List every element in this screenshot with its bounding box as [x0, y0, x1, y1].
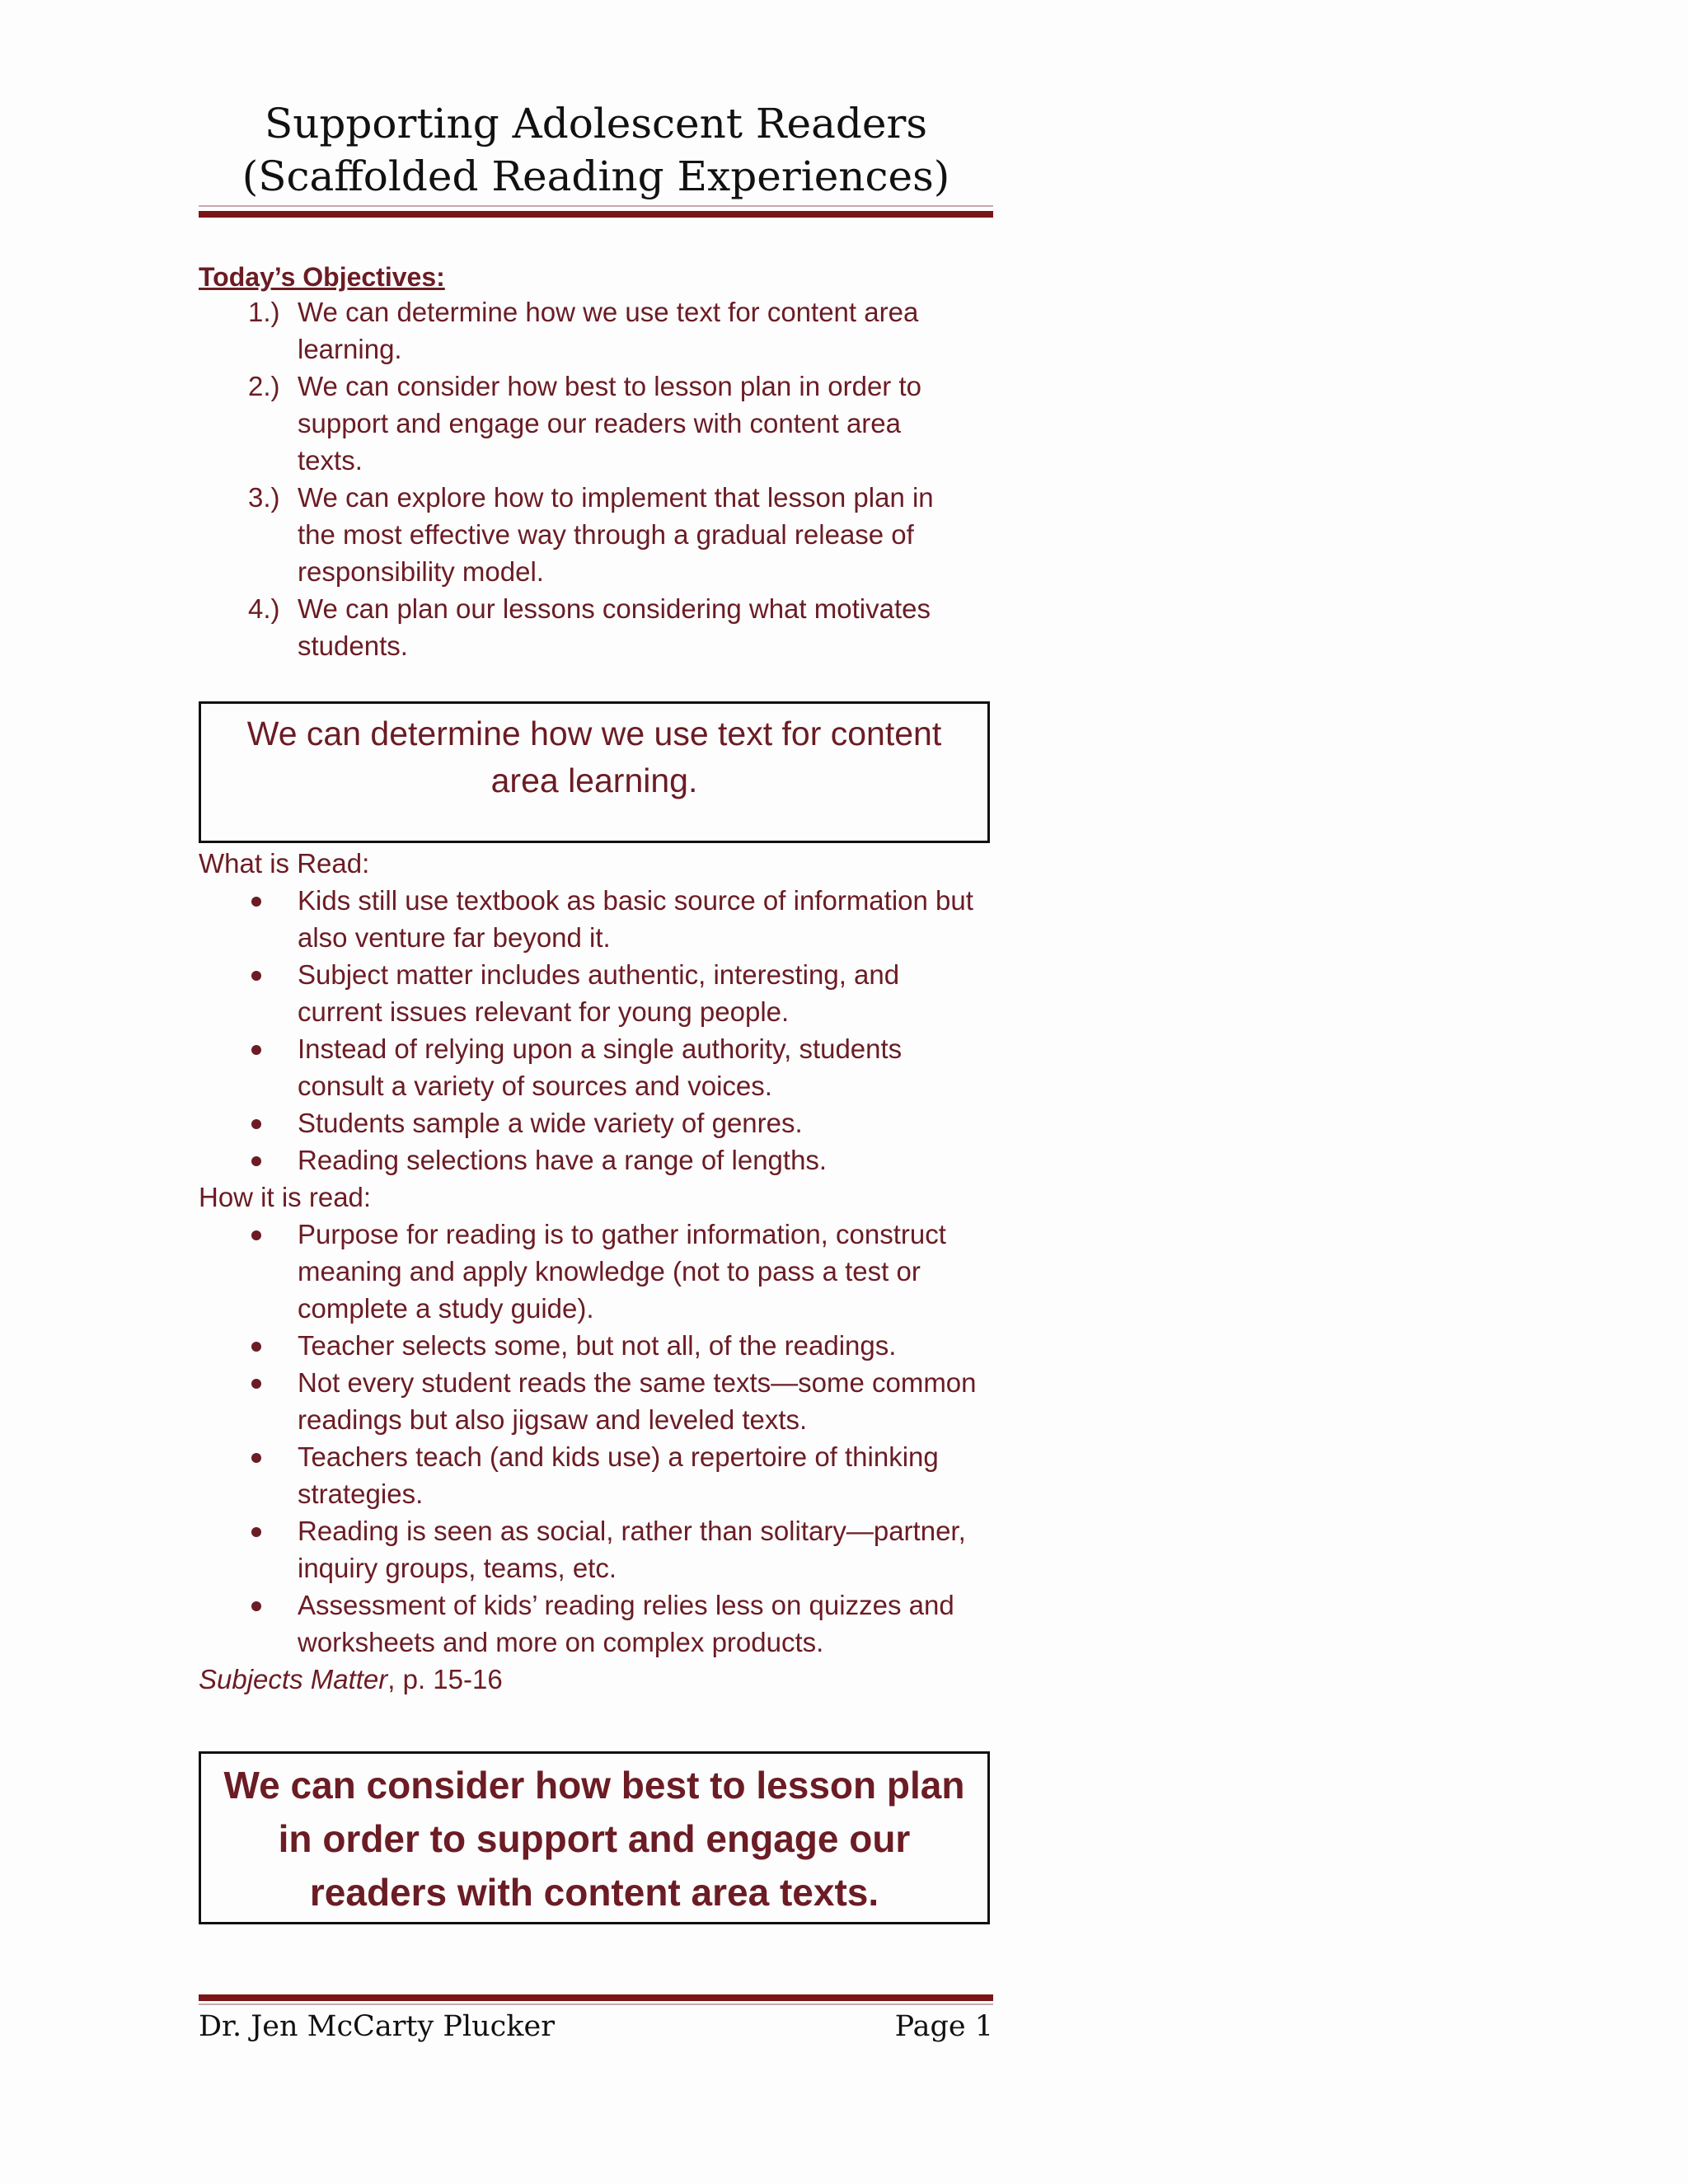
objective-text: We can consider how best to lesson plan in order to support and engage our readers with content area texts.	[298, 371, 921, 476]
list-item	[199, 1104, 1006, 1141]
objective-item	[199, 479, 965, 590]
what-is-read-section	[199, 845, 1006, 1698]
list-item-text: Not every student reads the same texts—some common readings but also jigsaw and leveled texts.	[298, 1367, 977, 1435]
bullet-icon	[251, 1230, 261, 1240]
bullet-icon	[251, 1379, 261, 1389]
list-item-text: Teachers teach (and kids use) a repertoire of thinking strategies.	[298, 1441, 939, 1509]
title-line-1: Supporting Adolescent Readers	[264, 100, 928, 148]
bullet-icon	[251, 1045, 261, 1055]
objective-item	[199, 293, 924, 368]
bullet-icon	[251, 897, 261, 907]
footer-author: Dr. Jen McCarty Plucker	[199, 2010, 555, 2043]
citation-title: Subjects Matter	[199, 1664, 388, 1694]
callout-line: We can consider how best to lesson plan	[223, 1764, 965, 1807]
objective-text: We can explore how to implement that lesson plan in the most effective way through a gradual release of responsibility model.	[298, 482, 934, 587]
list-item	[199, 1438, 982, 1512]
objective-number: 3.)	[248, 482, 280, 513]
footer-rule-thin	[199, 2004, 993, 2005]
callout-line: readers with content area texts.	[309, 1871, 879, 1914]
list-item	[199, 1216, 1006, 1327]
list-item-text: Purpose for reading is to gather information, construct meaning and apply knowledge (not to pass a test or complete a study guide).	[298, 1219, 946, 1324]
list-item	[199, 882, 1006, 956]
list-item-text: Teacher selects some, but not all, of the readings.	[298, 1330, 897, 1361]
section-label: How it is read:	[199, 1182, 372, 1212]
objective-item	[199, 590, 957, 664]
list-item	[199, 1512, 998, 1586]
list-item-text: Assessment of kids’ reading relies less on quizzes and worksheets and more on complex products.	[298, 1590, 954, 1657]
list-item-text: Students sample a wide variety of genres.	[298, 1108, 803, 1138]
objective-number: 1.)	[248, 297, 280, 327]
header-rule-thin	[199, 205, 993, 207]
objectives-list	[199, 293, 993, 664]
list-item-text: Subject matter includes authentic, interesting, and current issues relevant for young people.	[298, 959, 900, 1027]
citation	[199, 1661, 1006, 1698]
footer-rule-thick	[199, 1994, 993, 2001]
objective-callout-box-1	[199, 701, 990, 843]
objective-item	[199, 368, 924, 479]
bullet-icon	[251, 1119, 261, 1129]
list-item	[199, 1586, 982, 1661]
bullet-icon	[251, 971, 261, 981]
list-item	[199, 1030, 982, 1104]
bullet-icon	[251, 1453, 261, 1463]
header-rule-thick	[199, 211, 993, 218]
list-item	[199, 1327, 1006, 1364]
list-item	[199, 956, 982, 1030]
page-footer	[199, 2008, 993, 2046]
bullet-icon	[251, 1527, 261, 1537]
list-item-text: Reading selections have a range of lengths.	[298, 1145, 828, 1175]
callout-line: We can determine how we use text for content	[246, 715, 942, 752]
how-it-is-read-list	[199, 1216, 1006, 1661]
objective-text: We can determine how we use text for content area learning.	[298, 297, 919, 364]
list-item-text: Reading is seen as social, rather than solitary—partner, inquiry groups, teams, etc.	[298, 1516, 966, 1583]
citation-pages: , p. 15-16	[387, 1664, 503, 1694]
title-line-2: (Scaffolded Reading Experiences)	[241, 152, 950, 200]
objective-text: We can plan our lessons considering what motivates students.	[298, 593, 931, 661]
bullet-icon	[251, 1156, 261, 1166]
list-item-text: Instead of relying upon a single authority, students consult a variety of sources and voices.	[298, 1033, 903, 1101]
section-label: What is Read:	[199, 848, 370, 879]
objective-number: 4.)	[248, 593, 280, 624]
callout-line: area learning.	[490, 762, 698, 799]
objective-number: 2.)	[248, 371, 280, 401]
bullet-icon	[251, 1601, 261, 1611]
callout-line: in order to support and engage our	[278, 1817, 911, 1860]
list-item	[199, 1141, 1006, 1179]
page-title	[199, 97, 993, 203]
list-item	[199, 1364, 982, 1438]
bullet-icon	[251, 1342, 261, 1352]
footer-page-number: Page 1	[894, 2010, 993, 2043]
objective-callout-box-2	[199, 1751, 990, 1924]
what-is-read-list	[199, 882, 1006, 1179]
list-item-text: Kids still use textbook as basic source of information but also venture far beyond it.	[298, 885, 973, 953]
objectives-heading: Today’s Objectives:	[199, 262, 445, 292]
